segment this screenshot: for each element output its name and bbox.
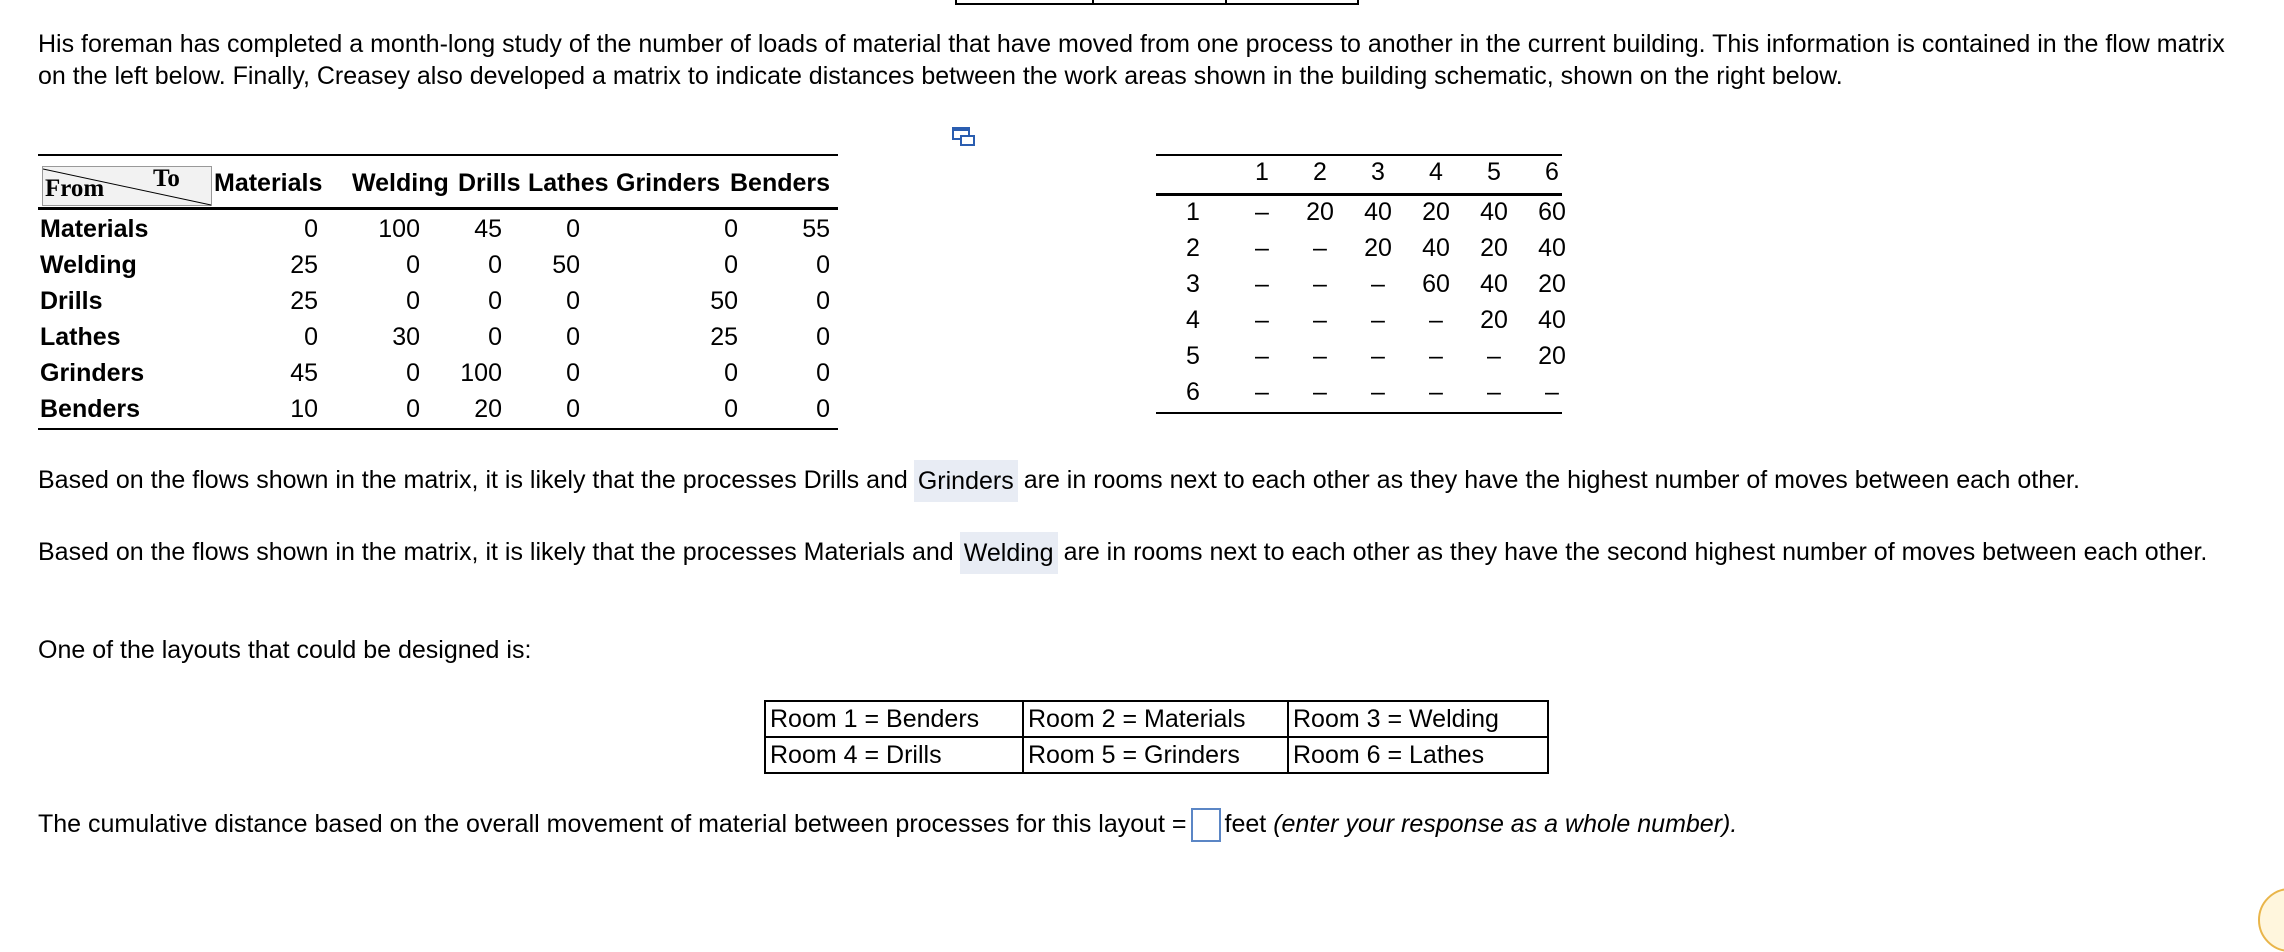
row-label-drills: Drills bbox=[40, 287, 103, 315]
flow-cell: 25 bbox=[290, 287, 318, 315]
q1-text-after: are in rooms next to each other as they have the highest number of moves between each other. bbox=[1023, 466, 2080, 494]
dist-row-header: 1 bbox=[1186, 198, 1200, 226]
layout-cell-room-2: Room 2 = Materials bbox=[1023, 701, 1288, 737]
flow-cell: 10 bbox=[290, 395, 318, 423]
dist-cell: 20 bbox=[1538, 342, 1566, 370]
dist-cell: 20 bbox=[1480, 306, 1508, 334]
cropped-table-fragment bbox=[955, 0, 1359, 5]
q2-text-before: Based on the flows shown in the matrix, it is likely that the processes Materials and bbox=[38, 538, 954, 566]
dist-cell: – bbox=[1313, 306, 1327, 334]
col-header-drills: Drills bbox=[458, 169, 521, 197]
flow-cell: 0 bbox=[566, 395, 580, 423]
intro-paragraph: His foreman has completed a month-long study of the number of loads of material that have moved from one process to another in the current building. This information is contained in the flow matrix on the left below. Finally, Creasey also developed a matrix to indicate distances between the work areas shown in the building schematic, shown on the right below. bbox=[38, 30, 2225, 90]
flow-cell: 0 bbox=[724, 359, 738, 387]
layout-table bbox=[764, 700, 1549, 774]
final-question bbox=[38, 804, 1737, 844]
row-label-materials: Materials bbox=[40, 215, 149, 243]
dist-cell: 20 bbox=[1306, 198, 1334, 226]
dist-col-header: 4 bbox=[1429, 158, 1443, 186]
flow-cell: 0 bbox=[406, 251, 420, 279]
help-button[interactable] bbox=[2258, 888, 2284, 952]
flow-cell: 0 bbox=[488, 323, 502, 351]
dist-cell: – bbox=[1371, 342, 1385, 370]
layout-intro: One of the layouts that could be designed is: bbox=[38, 636, 532, 664]
dist-cell: – bbox=[1487, 342, 1501, 370]
dist-cell: – bbox=[1487, 378, 1501, 406]
dist-cell: 40 bbox=[1480, 198, 1508, 226]
dist-cell: – bbox=[1545, 378, 1559, 406]
dist-cell: – bbox=[1371, 270, 1385, 298]
flow-cell: 50 bbox=[710, 287, 738, 315]
final-hint: (enter your response as a whole number). bbox=[1273, 810, 1738, 838]
flow-cell: 0 bbox=[816, 395, 830, 423]
layout-cell-room-4: Room 4 = Drills bbox=[765, 737, 1023, 773]
flow-cell: 0 bbox=[488, 251, 502, 279]
dist-cell: 40 bbox=[1538, 234, 1566, 262]
col-header-benders: Benders bbox=[730, 169, 831, 197]
layout-row bbox=[765, 737, 1548, 773]
dist-row-header: 6 bbox=[1186, 378, 1200, 406]
flow-cell: 25 bbox=[710, 323, 738, 351]
dist-cell: 20 bbox=[1480, 234, 1508, 262]
flow-cell: 0 bbox=[816, 323, 830, 351]
dist-cell: – bbox=[1371, 306, 1385, 334]
cumulative-distance-input[interactable] bbox=[1191, 808, 1221, 842]
dist-cell: 20 bbox=[1364, 234, 1392, 262]
dist-row-header: 2 bbox=[1186, 234, 1200, 262]
q2-text-after: are in rooms next to each other as they have the second highest number of moves between each other. bbox=[1063, 538, 2208, 566]
dist-cell: – bbox=[1429, 342, 1443, 370]
flow-cell: 45 bbox=[474, 215, 502, 243]
q1-answer-dropdown[interactable]: Grinders bbox=[914, 460, 1018, 502]
flow-cell: 50 bbox=[552, 251, 580, 279]
flow-cell: 0 bbox=[304, 215, 318, 243]
dist-col-header: 2 bbox=[1313, 158, 1327, 186]
col-header-welding: Welding bbox=[352, 169, 449, 197]
dist-cell: 60 bbox=[1538, 198, 1566, 226]
flow-cell: 0 bbox=[724, 395, 738, 423]
dist-cell: – bbox=[1255, 234, 1269, 262]
from-to-corner-header bbox=[42, 166, 212, 206]
flow-cell: 45 bbox=[290, 359, 318, 387]
row-label-benders: Benders bbox=[40, 395, 141, 423]
flow-cell: 0 bbox=[488, 287, 502, 315]
question-1 bbox=[38, 458, 2258, 502]
flow-cell: 55 bbox=[802, 215, 830, 243]
col-header-lathes: Lathes bbox=[528, 169, 609, 197]
dist-cell: – bbox=[1255, 306, 1269, 334]
dist-cell: 40 bbox=[1538, 306, 1566, 334]
flow-cell: 0 bbox=[816, 251, 830, 279]
flow-cell: 30 bbox=[392, 323, 420, 351]
q2-answer-dropdown[interactable]: Welding bbox=[960, 532, 1058, 574]
flow-cell: 0 bbox=[406, 359, 420, 387]
flow-cell: 0 bbox=[566, 287, 580, 315]
layout-row bbox=[765, 701, 1548, 737]
flow-cell: 0 bbox=[816, 287, 830, 315]
dist-cell: – bbox=[1255, 270, 1269, 298]
col-header-materials: Materials bbox=[214, 169, 323, 197]
dist-col-header: 1 bbox=[1255, 158, 1269, 186]
layout-cell-room-5: Room 5 = Grinders bbox=[1023, 737, 1288, 773]
flow-cell: 0 bbox=[816, 359, 830, 387]
col-header-grinders: Grinders bbox=[616, 169, 721, 197]
dist-row-header: 5 bbox=[1186, 342, 1200, 370]
question-2 bbox=[38, 532, 2258, 574]
dist-cell: 60 bbox=[1422, 270, 1450, 298]
corner-to-label: To bbox=[153, 165, 180, 192]
flow-matrix bbox=[38, 152, 838, 430]
dist-cell: – bbox=[1313, 270, 1327, 298]
flow-cell: 0 bbox=[724, 251, 738, 279]
flow-cell: 0 bbox=[406, 395, 420, 423]
flow-cell: 0 bbox=[304, 323, 318, 351]
dist-cell: 40 bbox=[1422, 234, 1450, 262]
flow-cell: 100 bbox=[378, 215, 420, 243]
dist-cell: – bbox=[1371, 378, 1385, 406]
dist-col-header: 6 bbox=[1545, 158, 1559, 186]
dist-cell: 20 bbox=[1422, 198, 1450, 226]
layout-cell-room-6: Room 6 = Lathes bbox=[1288, 737, 1548, 773]
dist-cell: – bbox=[1255, 342, 1269, 370]
row-label-lathes: Lathes bbox=[40, 323, 121, 351]
flow-cell: 0 bbox=[566, 359, 580, 387]
q1-text-before: Based on the flows shown in the matrix, it is likely that the processes Drills and bbox=[38, 466, 908, 494]
dist-cell: – bbox=[1313, 342, 1327, 370]
row-label-grinders: Grinders bbox=[40, 359, 145, 387]
distance-matrix bbox=[1156, 152, 1566, 414]
dist-cell: – bbox=[1429, 306, 1443, 334]
flow-cell: 100 bbox=[460, 359, 502, 387]
flow-cell: 25 bbox=[290, 251, 318, 279]
dist-cell: – bbox=[1255, 378, 1269, 406]
dist-cell: – bbox=[1313, 378, 1327, 406]
flow-cell: 0 bbox=[724, 215, 738, 243]
row-label-welding: Welding bbox=[40, 251, 137, 279]
expand-table-icon[interactable] bbox=[952, 126, 976, 148]
flow-cell: 20 bbox=[474, 395, 502, 423]
dist-cell: – bbox=[1429, 378, 1443, 406]
corner-from-label: From bbox=[45, 175, 105, 202]
dist-cell: 20 bbox=[1538, 270, 1566, 298]
dist-col-header: 3 bbox=[1371, 158, 1385, 186]
dist-row-header: 4 bbox=[1186, 306, 1200, 334]
layout-cell-room-3: Room 3 = Welding bbox=[1288, 701, 1548, 737]
layout-cell-room-1: Room 1 = Benders bbox=[765, 701, 1023, 737]
final-text-before: The cumulative distance based on the overall movement of material between processes for this layout = bbox=[38, 810, 1187, 838]
dist-cell: 40 bbox=[1480, 270, 1508, 298]
dist-cell: 40 bbox=[1364, 198, 1392, 226]
dist-cell: – bbox=[1255, 198, 1269, 226]
final-unit: feet bbox=[1224, 810, 1267, 838]
dist-cell: – bbox=[1313, 234, 1327, 262]
flow-cell: 0 bbox=[566, 215, 580, 243]
flow-cell: 0 bbox=[566, 323, 580, 351]
dist-row-header: 3 bbox=[1186, 270, 1200, 298]
flow-cell: 0 bbox=[406, 287, 420, 315]
dist-col-header: 5 bbox=[1487, 158, 1501, 186]
